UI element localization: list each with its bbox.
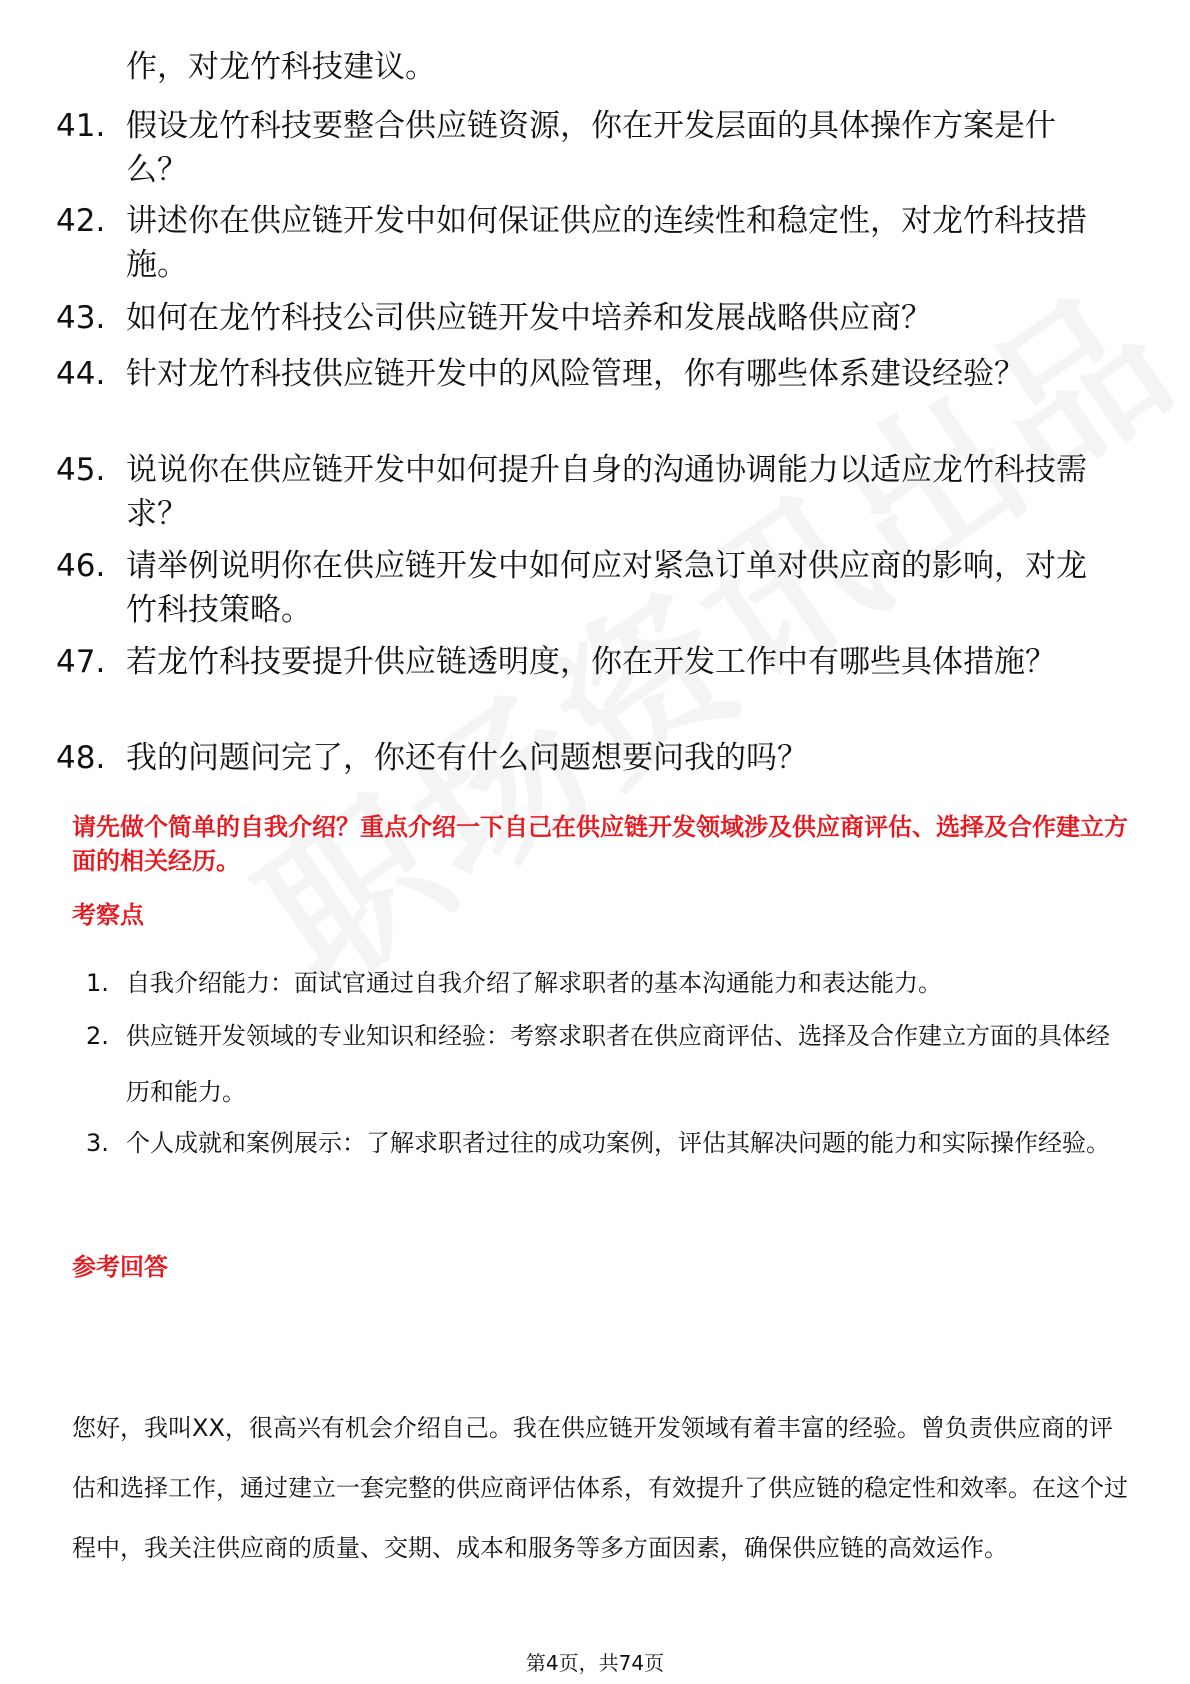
question-text: 如何在龙竹科技公司供应链开发中培养和发展战略供应商？ [126,300,932,336]
point-text: 供应链开发领域的专业知识和经验：考察求职者在供应商评估、选择及合作建立方面的具体经历和能力。 [126,1022,1110,1106]
question-text: 讲述你在供应链开发中如何保证供应的连续性和稳定性，对龙竹科技措施。 [126,203,1087,283]
question-continuation-text: 作，对龙竹科技建议。 [126,49,436,85]
answer-title: 参考回答 [72,1253,168,1281]
point-text: 自我介绍能力：面试官通过自我介绍了解求职者的基本沟通能力和表达能力。 [126,969,942,997]
question-number: 47. [56,644,106,680]
point-text: 个人成就和案例展示：了解求职者过往的成功案例，评估其解决问题的能力和实际操作经验。 [126,1129,1110,1157]
interview-question-heading: 请先做个简单的自我介绍？重点介绍一下自己在供应链开发领域涉及供应商评估、选择及合作建立方面的相关经历。 [72,813,1128,875]
question-number: 44. [56,356,106,392]
question-text: 我的问题问完了，你还有什么问题想要问我的吗？ [126,740,808,776]
question-text: 假设龙竹科技要整合供应链资源，你在开发层面的具体操作方案是什么？ [126,108,1056,188]
points-title: 考察点 [72,901,144,929]
point-number: 1. [86,969,109,997]
question-number: 42. [56,203,106,239]
point-number: 2. [86,1022,109,1050]
question-number: 46. [56,548,106,584]
page-number: 第4页，共74页 [525,1651,665,1675]
question-text: 若龙竹科技要提升供应链透明度，你在开发工作中有哪些具体措施？ [126,644,1056,680]
question-text: 针对龙竹科技供应链开发中的风险管理，你有哪些体系建设经验？ [126,356,1025,392]
question-number: 41. [56,108,106,144]
reference-answer: 您好，我叫XX，很高兴有机会介绍自己。我在供应链开发领域有着丰富的经验。曾负责供应商的评估和选择工作，通过建立一套完整的供应商评估体系，有效提升了供应链的稳定性和效率。在这个过程中，我关注供应商的质量、交期、成本和服务等多方面因素，确保供应链的高效运作。 [72,1414,1128,1562]
question-number: 43. [56,300,106,336]
question-text: 说说你在供应链开发中如何提升自身的沟通协调能力以适应龙竹科技需求？ [126,452,1087,532]
question-number: 45. [56,452,106,488]
question-number: 48. [56,740,106,776]
point-number: 3. [86,1129,109,1157]
question-text: 请举例说明你在供应链开发中如何应对紧急订单对供应商的影响，对龙竹科技策略。 [126,548,1087,628]
